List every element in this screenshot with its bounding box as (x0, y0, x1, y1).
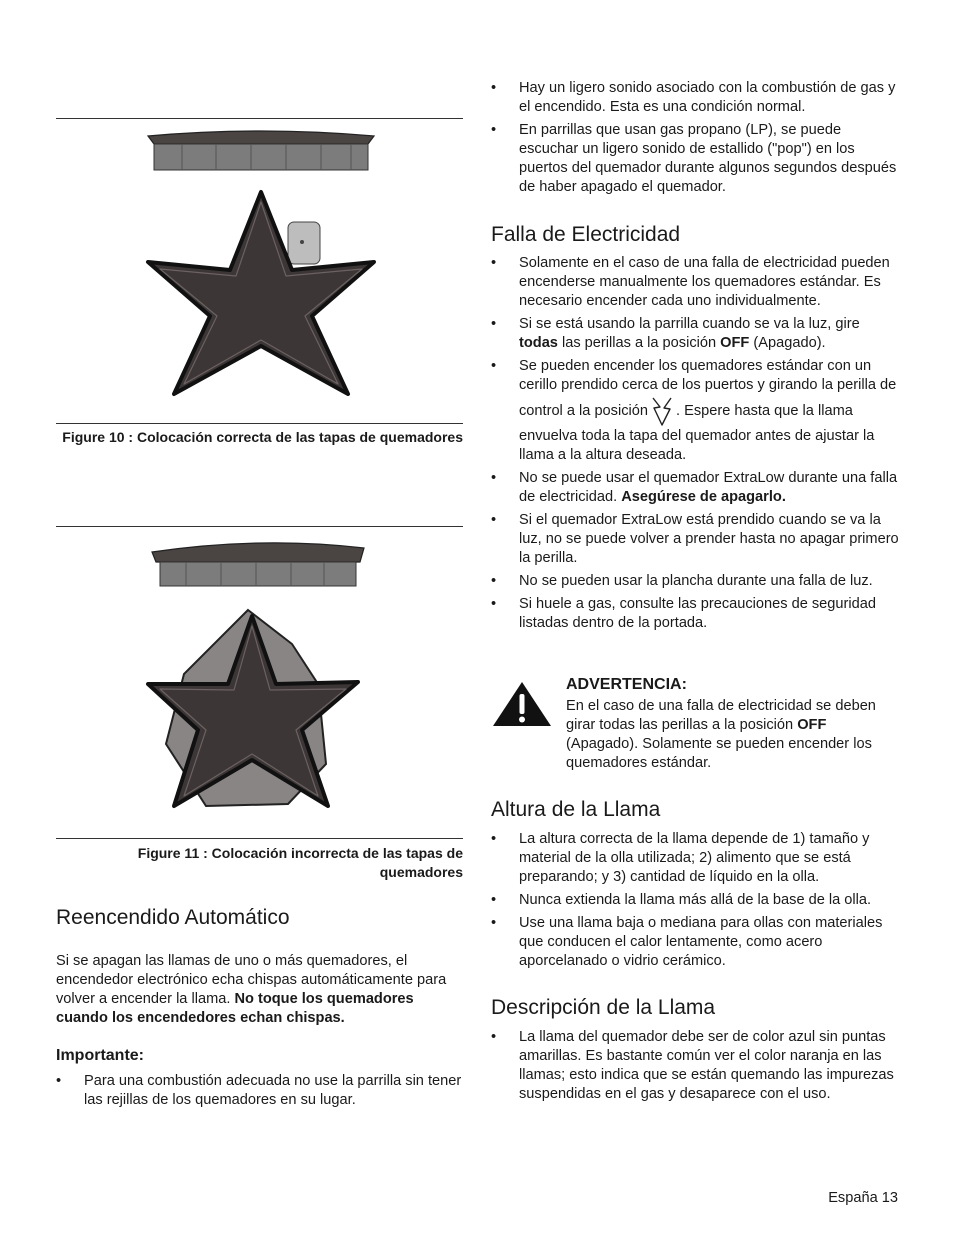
important-heading: Importante: (56, 1047, 144, 1064)
figure10-bottom-rule (56, 423, 463, 424)
figure10-top-rule (56, 118, 463, 119)
list-item (491, 357, 901, 465)
item2-bold-off: OFF (720, 335, 750, 351)
intro-list (491, 79, 901, 201)
list-item: • Para una combustión adecuada no use la parrilla sin tener las rejillas de los quemadores en su lugar. (56, 1072, 463, 1110)
list-item: • La altura correcta de la llama depende de 1) tamaño y material de la olla utilizada; 2) alimento que se está preparando; y 3) cantidad de líquido en la olla. (491, 830, 901, 887)
list-item: • Si huele a gas, consulte las precauciones de seguridad listadas dentro de la portada. (491, 595, 901, 633)
item2-text: Si se está usando la parrilla cuando se va la luz, gire (519, 316, 860, 332)
list-item: • Si el quemador ExtraLow está prendido cuando se va la luz, no se puede volver a prender hasta no apagar primero la perilla. (491, 511, 901, 568)
figure11-top-rule (56, 526, 463, 527)
flame-description-heading: Descripción de la Llama (491, 996, 716, 1019)
list-item: • Nunca extienda la llama más allá de la base de la olla. (491, 891, 901, 910)
reignition-text: Si se apagan las llamas de uno o más quemadores, el encendedor electrónico echa chispas automáticamente para volver a encender la llama. (56, 953, 447, 1007)
warning-text-c: (Apagado). Solamente se pueden encender los quemadores estándar. (566, 736, 872, 771)
power-failure-heading: Falla de Electricidad (491, 223, 681, 246)
figure11-caption: Figure 11 : Colocación incorrecta de las tapas de quemadores (137, 845, 463, 880)
warning-text (566, 697, 901, 773)
item3-text-end: . Espere hasta que la llama envuelva toda la tapa del quemador antes de ajustar la llama a la altura deseada. (519, 402, 875, 463)
flame-description-list (491, 1028, 901, 1108)
item3-text: Se pueden encender los quemadores estándar con un cerillo prendido cerca de los puertos y girando la perilla de control a la posición (519, 358, 897, 419)
figure11-bottom-rule (56, 838, 463, 839)
flame-height-list (491, 830, 901, 975)
list-item: • Solamente en el caso de una falla de electricidad pueden encenderse manualmente los quemadores estándar. Es necesario encender cada uno individualmente. (491, 254, 901, 311)
flame-position-icon (650, 395, 674, 427)
item4-text: No se puede usar el quemador ExtraLow durante una falla de electricidad. (519, 470, 898, 505)
list-item (491, 469, 901, 507)
reignition-heading: Reencendido Automático (56, 906, 290, 929)
figure10-correct-cap-illustration (56, 126, 463, 422)
warning-triangle-icon (491, 680, 553, 728)
item4-bold: Asegúrese de apagarlo. (621, 489, 786, 505)
reignition-paragraph (56, 952, 463, 1028)
list-item (491, 315, 901, 353)
list-item: • Use una llama baja o mediana para ollas con materiales que conducen el calor lentamente, como acero aporcelanado o vidrio cerámico. (491, 914, 901, 971)
important-list (56, 1072, 463, 1114)
reignition-text-bold: No toque los quemadores cuando los encendedores echan chispas. (56, 991, 414, 1026)
warning-bold-off: OFF (797, 717, 827, 733)
list-item: • La llama del quemador debe ser de color azul sin puntas amarillas. Es bastante común ver el color naranja en las llamas; esto indica que se están quemando las impurezas suspendidas en el gas y desaparece con el uso. (491, 1028, 901, 1104)
power-failure-list (491, 254, 901, 637)
item2-bold-todas: todas (519, 335, 558, 351)
item2-text-mid: las perillas a la posición (557, 335, 721, 351)
figure11-incorrect-cap-illustration (56, 534, 463, 834)
list-item: • Hay un ligero sonido asociado con la combustión de gas y el encendido. Esta es una condición normal. (491, 79, 901, 117)
warning-title: ADVERTENCIA: (566, 676, 687, 693)
list-item: • No se pueden usar la plancha durante una falla de luz. (491, 572, 901, 591)
page-number: España 13 (828, 1190, 898, 1206)
list-item: • En parrillas que usan gas propano (LP), se puede escuchar un ligero sonido de estallido ("pop") en los puertos del quemador durante algunos segundos después de haber apagado el quemador. (491, 121, 901, 197)
warning-text-a: En el caso de una falla de electricidad se deben girar todas las perillas a la posición (566, 698, 876, 733)
figure10-caption: Figure 10 : Colocación correcta de las tapas de quemadores (62, 429, 463, 445)
flame-height-heading: Altura de la Llama (491, 798, 661, 821)
item2-text-end: (Apagado). (749, 335, 826, 351)
